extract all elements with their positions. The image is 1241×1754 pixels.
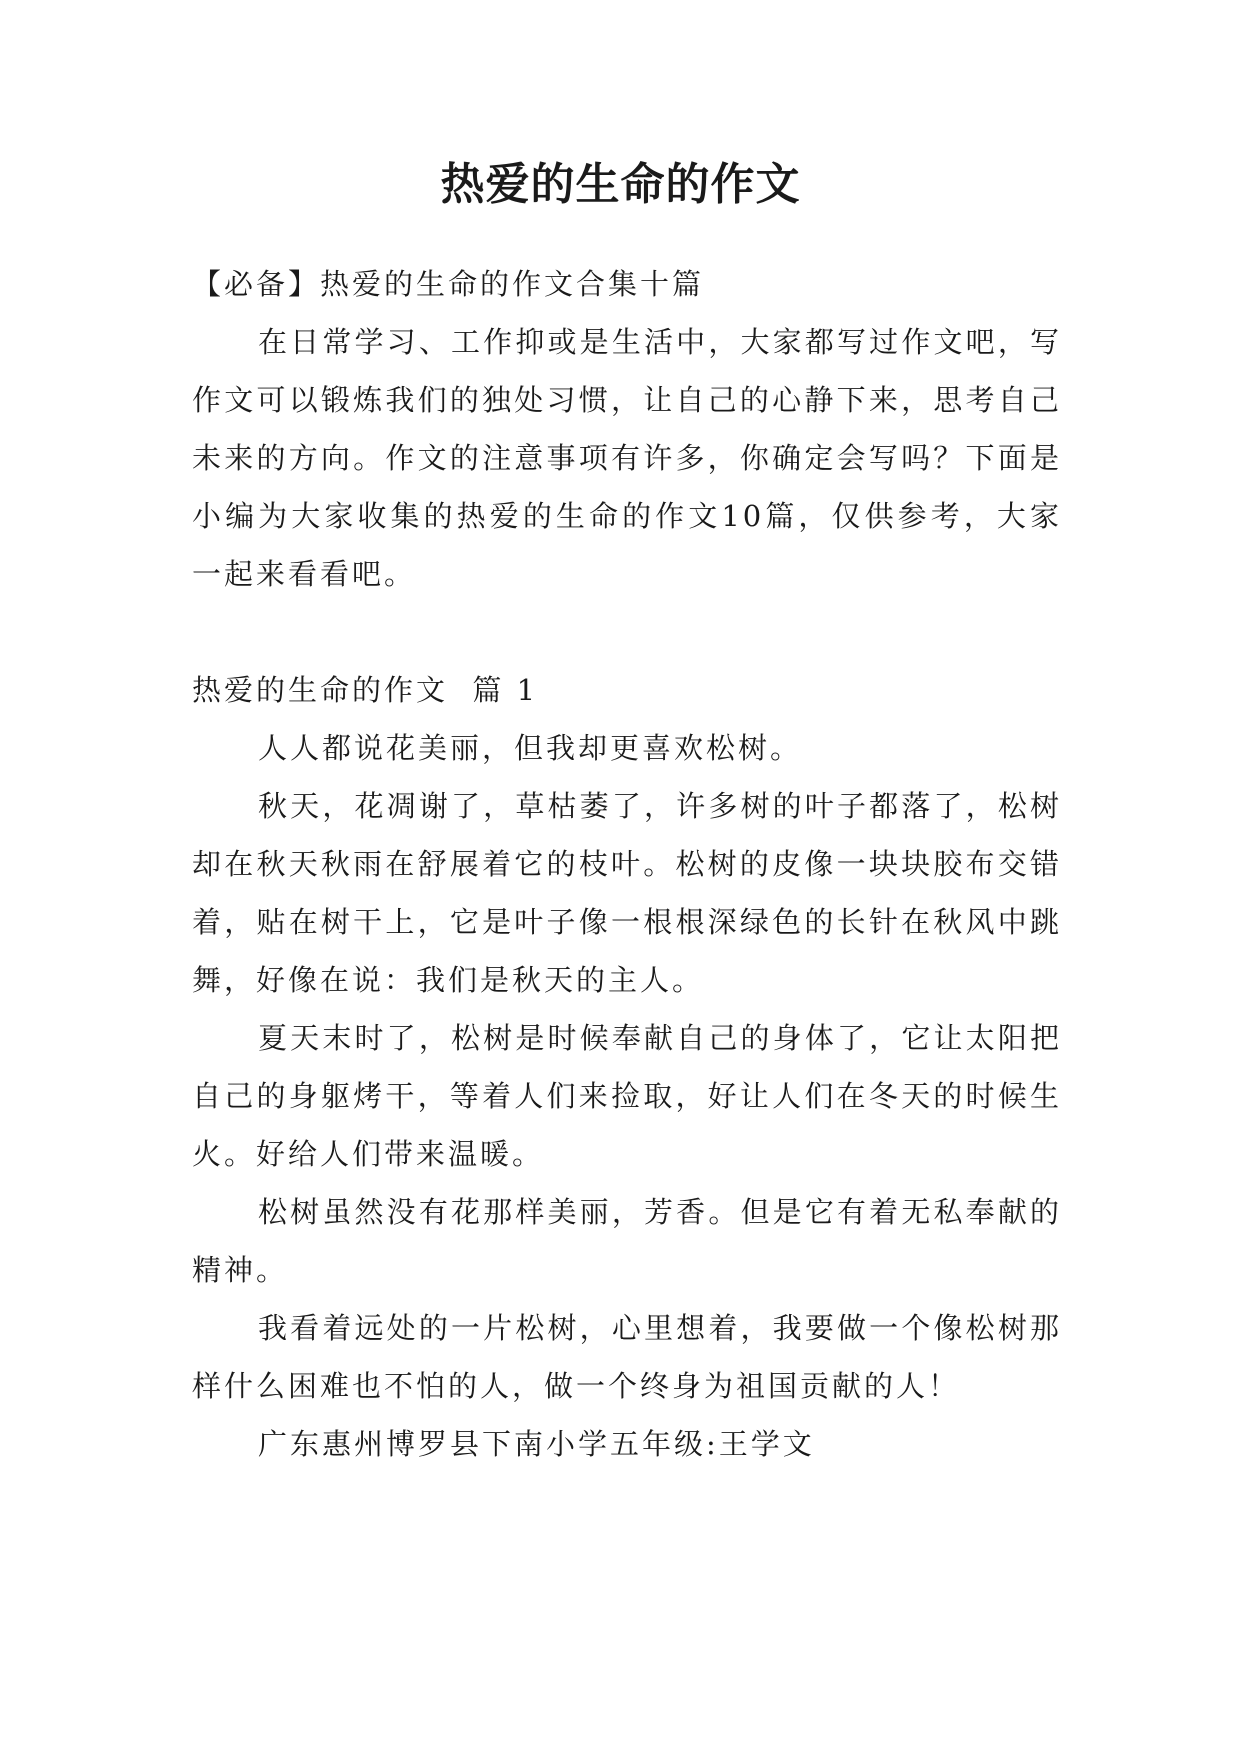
section-spacer (192, 603, 1062, 661)
document-title: 热爱的生命的作文 (440, 159, 801, 210)
author-line: 广东惠州博罗县下南小学五年级:王学文 (258, 1427, 815, 1461)
body-paragraph-2: 秋天，花凋谢了，草枯萎了，许多树的叶子都落了，松树却在秋天秋雨在舒展着它的枝叶。松树的皮像一块块胶布交错着，贴在树干上，它是叶子像一根根深绿色的长针在秋风中跳舞，好像在说：我们是秋天的主人。 (192, 789, 1062, 997)
body-paragraph-4: 松树虽然没有花那样美丽，芳香。但是它有着无私奉献的精神。 (192, 1195, 1062, 1287)
body-paragraph-3: 夏天末时了，松树是时候奉献自己的身体了，它让太阳把自己的身躯烤干，等着人们来捡取，好让人们在冬天的时候生火。好给人们带来温暖。 (192, 1021, 1062, 1171)
body-paragraph-1: 人人都说花美丽，但我却更喜欢松树。 (258, 731, 803, 765)
document-subtitle: 【必备】热爱的生命的作文合集十篇 (192, 267, 705, 301)
document-body (192, 255, 1062, 1473)
body-paragraph-5: 我看着远处的一片松树，心里想着，我要做一个像松树那样什么困难也不怕的人，做一个终身为祖国贡献的人！ (192, 1311, 1062, 1403)
section-heading: 热爱的生命的作文 篇 1 (192, 673, 539, 707)
intro-paragraph: 在日常学习、工作抑或是生活中，大家都写过作文吧，写作文可以锻炼我们的独处习惯，让自己的心静下来，思考自己未来的方向。作文的注意事项有许多，你确定会写吗？下面是小编为大家收集的热爱的生命的作文10篇，仅供参考，大家一起来看看吧。 (192, 325, 1062, 591)
